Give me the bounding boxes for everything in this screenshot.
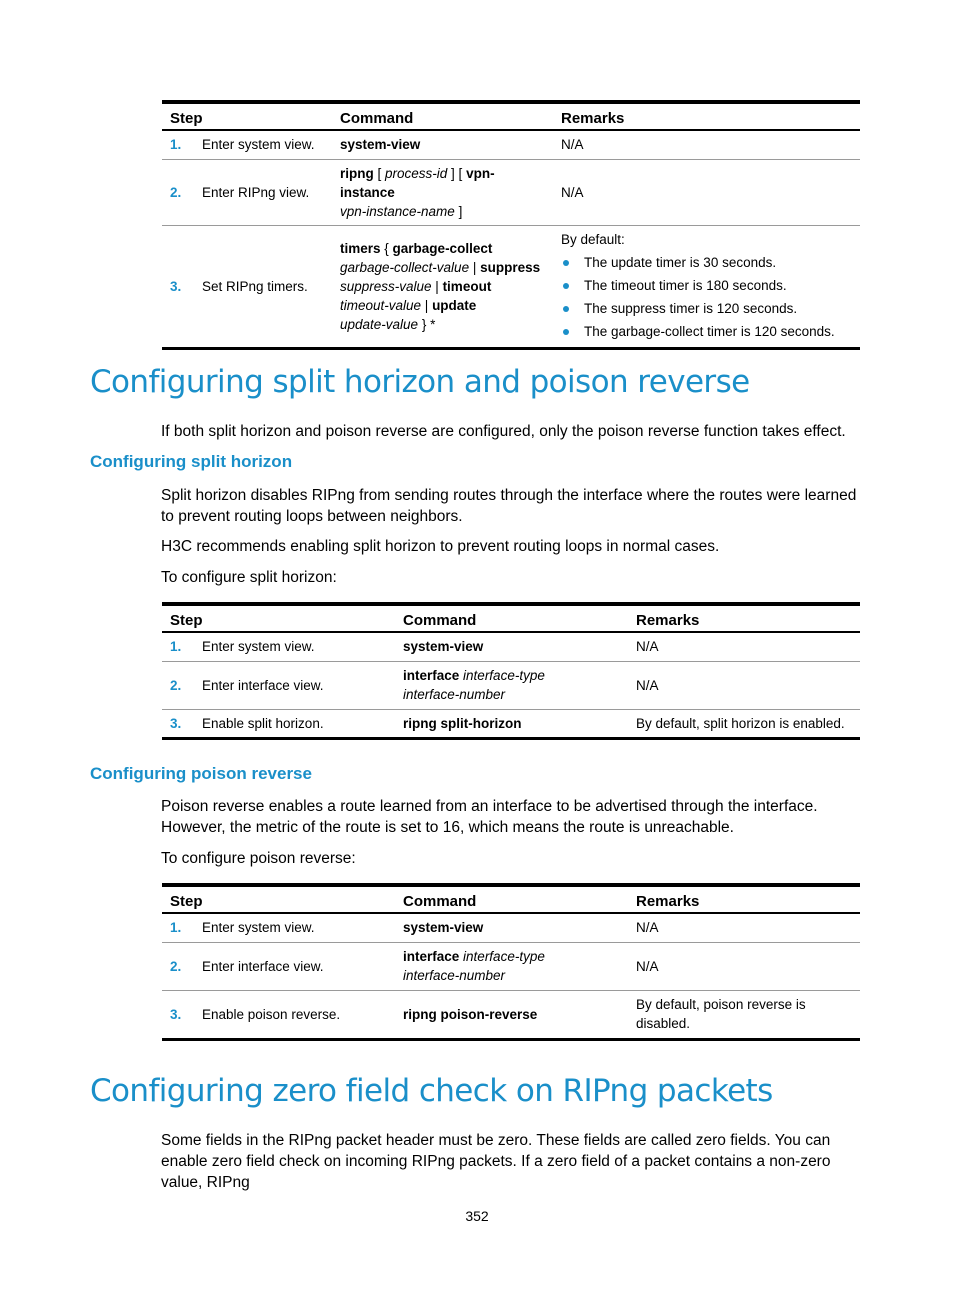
step-number: 3.: [170, 715, 182, 731]
command-cell: [332, 130, 553, 159]
step-number: 3.: [170, 278, 182, 294]
remarks-cell: N/A: [553, 159, 860, 225]
header-command: Command: [332, 102, 553, 130]
remarks-intro: By default:: [561, 231, 625, 247]
paragraph: H3C recommends enabling split horizon to prevent routing loops in normal cases.: [161, 538, 720, 555]
step-text: Enable split horizon.: [202, 715, 324, 731]
command-keyword: ripng: [340, 165, 374, 181]
remarks-cell: N/A: [628, 942, 860, 990]
table-row: [162, 709, 860, 738]
step-number: 1.: [170, 137, 182, 153]
paragraph: Poison reverse enables a route learned from an interface to be advertised through the interface. However, the metric of the route is set to 16, which means the route is unreachable.: [161, 798, 818, 836]
command-cell: [395, 942, 628, 990]
table-row: [162, 225, 860, 348]
step-number: 1.: [170, 639, 182, 655]
step-cell: [162, 661, 395, 709]
command-cell: [395, 709, 628, 738]
header-step: Step: [162, 102, 332, 130]
command-argument: interface-number: [403, 968, 506, 983]
step-text: Enter interface view.: [202, 958, 324, 974]
list-item-text: The timeout timer is 180 seconds.: [584, 277, 787, 293]
step-text: Enter interface view.: [202, 677, 324, 693]
command-syntax: } *: [418, 316, 436, 332]
command-cell: [395, 661, 628, 709]
bullet-icon: [563, 283, 569, 289]
step-text: Enable poison reverse.: [202, 1006, 341, 1022]
step-cell: [162, 130, 332, 159]
table-header-row: [162, 604, 860, 632]
command-keyword: suppress: [480, 259, 541, 275]
remarks-cell: [553, 225, 860, 348]
command-keyword: timers: [340, 240, 381, 256]
command-syntax: {: [380, 240, 393, 256]
command-cell: [395, 990, 628, 1039]
list-item-text: The garbage-collect timer is 120 seconds.: [584, 323, 835, 339]
command-keyword: ripng poison-reverse: [403, 1006, 538, 1022]
bullet-icon: [563, 329, 569, 335]
command-keyword: vpn-instance: [340, 165, 495, 200]
remarks-cell: By default, poison reverse is disabled.: [628, 990, 860, 1039]
step-cell: [162, 990, 395, 1039]
section-intro: If both split horizon and poison reverse are configured, only the poison reverse function takes effect.: [161, 423, 846, 440]
list-item-text: The update timer is 30 seconds.: [584, 254, 777, 270]
command-argument: suppress-value: [340, 278, 432, 294]
command-argument: interface-type: [463, 668, 545, 683]
list-item: [561, 274, 852, 297]
table-header-row: [162, 102, 860, 130]
header-command: Command: [395, 604, 628, 632]
command-keyword: system-view: [403, 639, 484, 655]
paragraph: Some fields in the RIPng packet header must be zero. These fields are called zero fields. You can enable zero field check on incoming RIPng packets. If a zero field of a packet contains a non-zero value, RIPng: [161, 1132, 831, 1191]
table-row: [162, 661, 860, 709]
command-cell: [332, 159, 553, 225]
list-item-text: The suppress timer is 120 seconds.: [584, 300, 798, 316]
bullet-icon: [563, 260, 569, 266]
command-keyword: system-view: [340, 137, 421, 153]
header-step: Step: [162, 885, 395, 913]
command-syntax: [: [373, 165, 386, 181]
step-text: Enter RIPng view.: [202, 184, 310, 200]
table-row: [162, 159, 860, 225]
command-keyword: interface: [403, 949, 460, 964]
step-text: Enter system view.: [202, 639, 315, 655]
split-horizon-table: [162, 602, 860, 740]
table-row: [162, 632, 860, 661]
table-header-row: [162, 885, 860, 913]
bullet-icon: [563, 306, 569, 312]
step-text: Enter system view.: [202, 920, 315, 936]
header-command: Command: [395, 885, 628, 913]
poison-reverse-table: [162, 883, 860, 1041]
command-argument: interface-number: [403, 687, 506, 702]
step-text: Set RIPng timers.: [202, 278, 308, 294]
step-number: 1.: [170, 920, 182, 936]
command-keyword: update: [432, 297, 477, 313]
table-row: [162, 942, 860, 990]
remarks-cell: N/A: [628, 632, 860, 661]
step-number: 2.: [170, 958, 182, 974]
step-cell: [162, 159, 332, 225]
paragraph: Split horizon disables RIPng from sending routes through the interface where the routes were learned to prevent routing loops between neighbors.: [161, 487, 857, 525]
command-keyword: garbage-collect: [392, 240, 493, 256]
command-syntax: ] [: [447, 165, 467, 181]
command-keyword: timeout: [442, 278, 492, 294]
step-number: 2.: [170, 184, 182, 200]
header-step: Step: [162, 604, 395, 632]
step-number: 2.: [170, 677, 182, 693]
command-argument: timeout-value: [340, 297, 422, 313]
paragraph: To configure split horizon:: [161, 569, 337, 586]
command-keyword: ripng split-horizon: [403, 715, 522, 731]
remarks-cell: By default, split horizon is enabled.: [628, 709, 860, 738]
step-cell: [162, 709, 395, 738]
command-argument: vpn-instance-name: [340, 203, 455, 219]
remarks-cell: N/A: [628, 913, 860, 942]
table-row: [162, 913, 860, 942]
step-number: 3.: [170, 1006, 182, 1022]
remarks-cell: N/A: [553, 130, 860, 159]
page-number: 352: [465, 1208, 489, 1224]
section-title: Configuring zero field check on RIPng packets: [90, 1073, 773, 1109]
step-cell: [162, 942, 395, 990]
table-row: [162, 130, 860, 159]
command-cell: [332, 225, 553, 348]
step-cell: [162, 913, 395, 942]
command-argument: update-value: [340, 316, 419, 332]
command-syntax: |: [431, 278, 443, 294]
list-item: [561, 320, 852, 343]
step-cell: [162, 225, 332, 348]
command-keyword: system-view: [403, 920, 484, 936]
header-remarks: Remarks: [628, 604, 860, 632]
section-title: Configuring split horizon and poison reverse: [90, 364, 750, 400]
subsection-title-split-horizon: Configuring split horizon: [90, 452, 293, 471]
remarks-cell: N/A: [628, 661, 860, 709]
subsection-title-poison-reverse: Configuring poison reverse: [90, 764, 312, 783]
command-argument: process-id: [385, 165, 448, 181]
command-keyword: interface: [403, 668, 460, 683]
command-syntax: |: [469, 259, 481, 275]
command-cell: [395, 913, 628, 942]
step-text: Enter system view.: [202, 137, 315, 153]
table-row: [162, 990, 860, 1039]
step-cell: [162, 632, 395, 661]
header-remarks: Remarks: [553, 102, 860, 130]
header-remarks: Remarks: [628, 885, 860, 913]
list-item: [561, 297, 852, 320]
ripng-timers-table: [162, 100, 860, 350]
command-cell: [395, 632, 628, 661]
remarks-list: [561, 251, 852, 343]
paragraph: To configure poison reverse:: [161, 850, 356, 867]
command-syntax: |: [421, 297, 433, 313]
command-argument: garbage-collect-value: [340, 259, 470, 275]
command-argument: interface-type: [463, 949, 545, 964]
list-item: [561, 251, 852, 274]
command-syntax: ]: [454, 203, 463, 219]
